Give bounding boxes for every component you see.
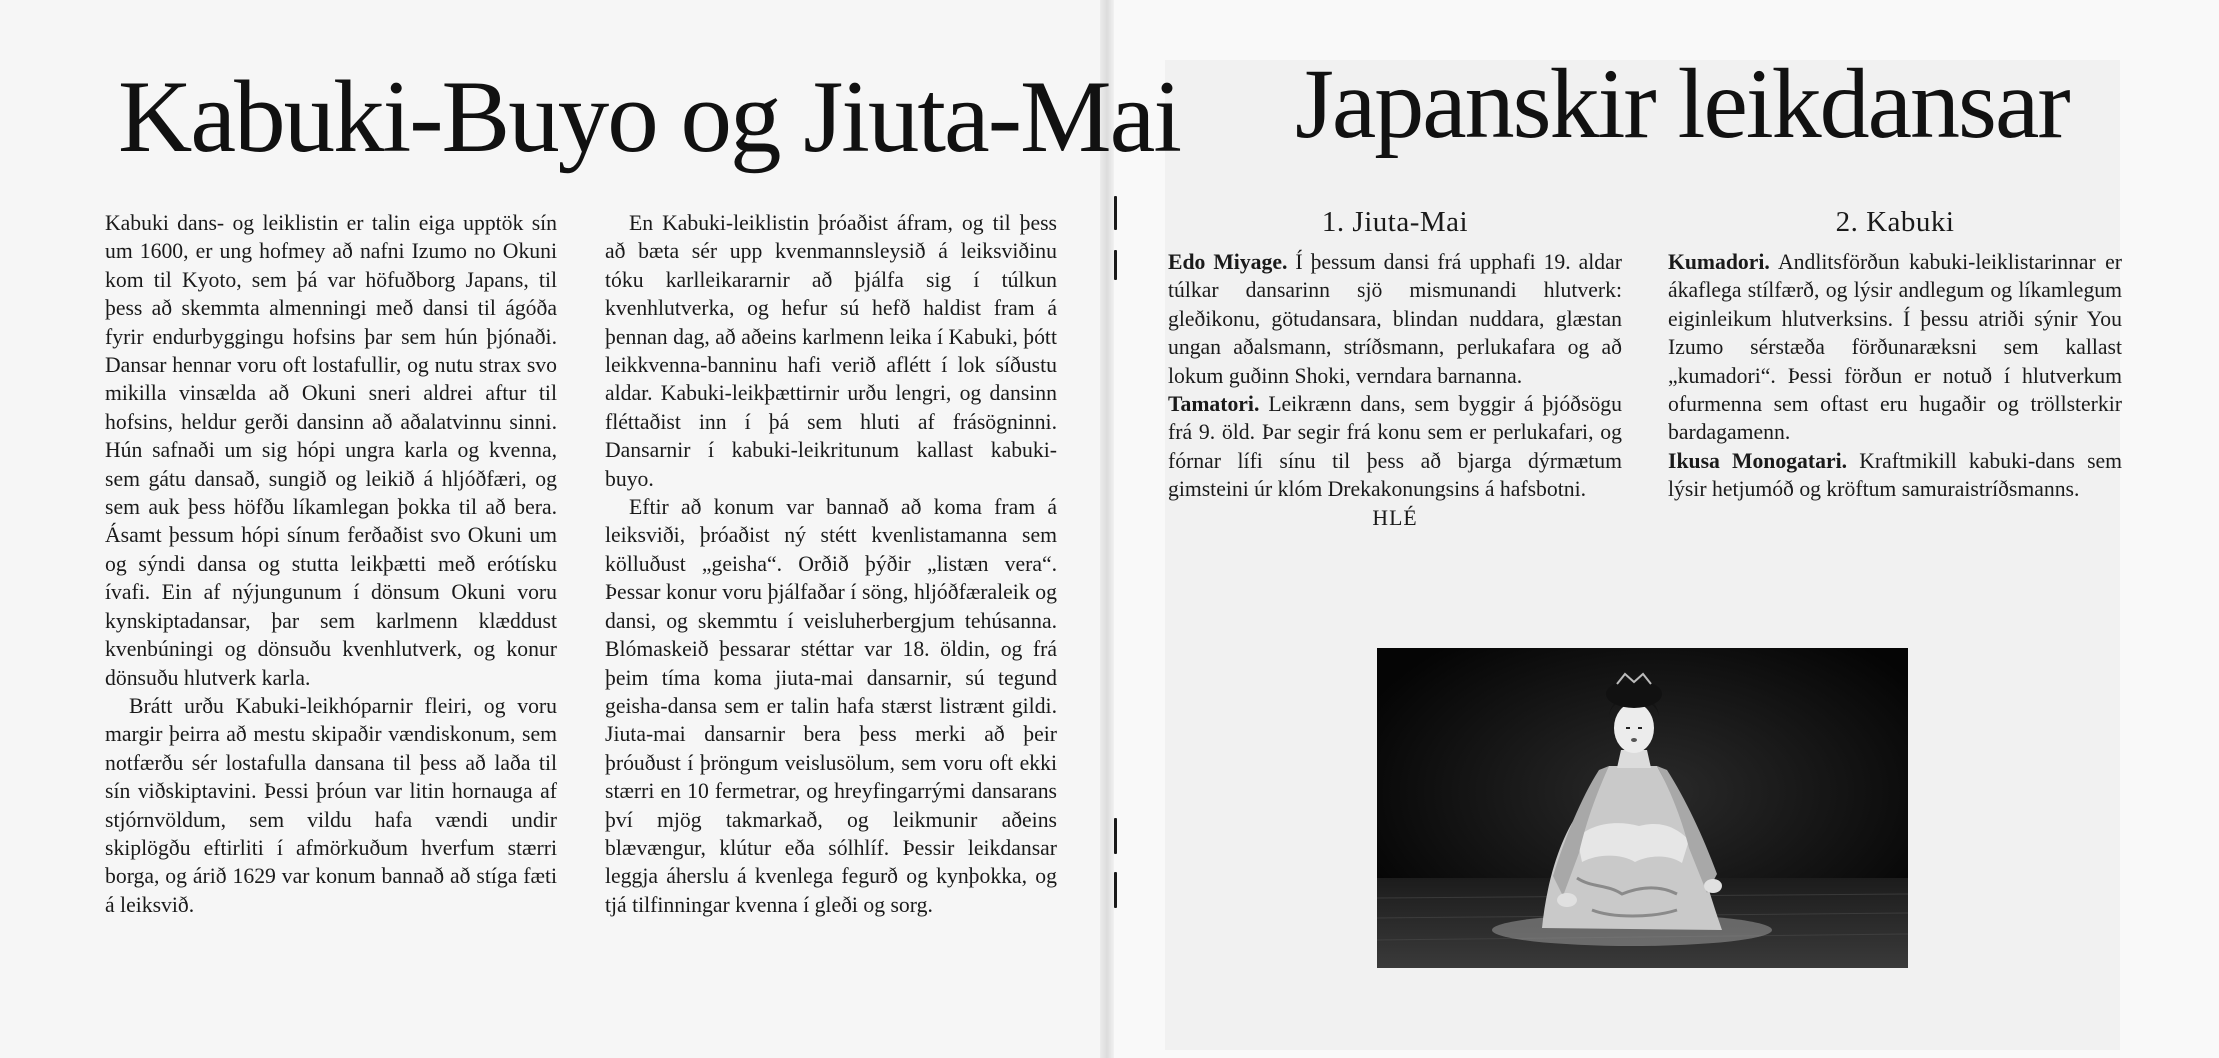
program-entry bbox=[1168, 248, 1622, 390]
entry-description: Andlitsförðun kabuki-leiklistarinnar er ákaflega stílfærð, og lýsir andlegum og líkamlegum eiginleikum hlutverksins. Í þessu atriði sýnir You Izumo sérstæða förðunaræksni sem kallast „kumadori“. Þessi förðun er notuð í hlutverkum ofurmenna sem oftast eru hugaðir og tröllsterkir bardagamenn. bbox=[1668, 250, 2122, 445]
margin-mark bbox=[1114, 818, 1117, 854]
entry-description: Í þessum dansi frá upphafi 19. aldar túlkar dansarinn sjö mismunandi hlutverk: gleðikonu, götudansara, blindan nuddara, glæstan ungan aðalsmann, stríðsmann, perlukafara og að lokum guðinn Shoki, verndara barnanna. bbox=[1168, 250, 1623, 388]
margin-mark bbox=[1114, 196, 1117, 230]
paragraph: Eftir að konum var bannað að koma fram á leiksviði, þróaðist ný stétt kvenlistamanna sem kölluðust „geisha“. Orðið þýðir „listæn vera“. Þessar konur voru þjálfaðar í söng, hljóðfæraleik og dansi, og skemmtu í veisluherbergjum tehúsanna. Blómaskeið þessarar stéttar var 18. öldin, og frá þeim tíma koma jiuta-mai dansarnir, sú tegund geisha-dansa sem er talin hafa stærst listrænt gildi. Jiuta-mai dansarnir bera þess merki að þeir þróuðust í þröngum veislusölum, sem voru oft ekki stærri en 10 fermetrar, og hreyfingarrými dansarans því mjög takmarkað, og leikmunir aðeins blævængur, klútur eða sólhlíf. Þessir leikdansar leggja áherslu á kvenlega fegurð og kynþokka, og tjá tilfinningar kvenna í gleði og sorg. bbox=[605, 495, 1057, 917]
left-column-2 bbox=[605, 209, 1057, 919]
program-entry bbox=[1168, 390, 1622, 504]
program-entry bbox=[1668, 447, 2122, 504]
section-heading: 1. Jiuta-Mai bbox=[1321, 206, 1469, 238]
entry-name: Ikusa Monogatari. bbox=[1668, 448, 1848, 473]
left-page-title: Kabuki-Buyo og Jiuta-Mai bbox=[118, 60, 1180, 174]
intermission-label: HLÉ bbox=[1372, 505, 1418, 530]
entry-description: Kraftmikill kabuki-dans sem lýsir hetjumóð og kröftum samuraistríðsmanns. bbox=[1668, 448, 2123, 502]
margin-mark bbox=[1114, 250, 1117, 280]
entry-name: Kumadori. bbox=[1668, 250, 1770, 274]
program-entry bbox=[1668, 248, 2122, 447]
program-section-kabuki bbox=[1668, 204, 2122, 504]
paragraph: Kabuki dans- og leiklistin er talin eiga upptök sín um 1600, er ung hofmey að nafni Izumo no Okuni kom til Kyoto, sem þá var höfuðborg Japans, til þess að skemmta almenningi með dansi til ágóða fyrir endurbyggingu hofsins þar sem hún þjónaði. Dansar hennar voru oft lostafullir, og nutu strax svo mikilla vinsælda að Okuni sneri aldrei aftur til hofsins, heldur gerði dansinn að aðalatvinnu sinni. Hún safnaði um sig hópi ungra karla og kvenna, sem gátu dansað, sungið og leikið á hljóðfæri, og sem auk þess höfðu líkamlegan þokka til að bera. Ásamt þessum hópi sínum ferðaðist svo Okuni um og sýndi dansa og stutta leikþætti með erótísku ívafi. Ein af nýjungunum í dönsum Okuni voru kynskiptadansar, þar sem karlmenn klæddust kvenbúningi og dönsuðu kvenhlutverk, og konur dönsuðu hlutverk karla. bbox=[105, 211, 557, 690]
left-column-1 bbox=[105, 209, 557, 919]
paragraph: En Kabuki-leiklistin þróaðist áfram, og til þess að bæta sér upp kvenmannsleysið á leiksviðinu tóku karlleikararnir að þjálfa sig í túlkun kvenhlutverka, og hefur sú hefð haldist fram á þennan dag, að aðeins karlmenn leika í Kabuki, þótt leikkvenna-banninu hafi verið aflétt í lok síðustu aldar. Kabuki-leikþættirnir urðu lengri, og dansinn fléttaðist inn í þá sem hluti af frásögninni. Dansarnir í kabuki-leikritunum kallast kabuki-buyo. bbox=[605, 211, 1057, 491]
entry-name: Tamatori. bbox=[1168, 392, 1260, 417]
entry-name: Edo Miyage. bbox=[1168, 250, 1288, 274]
margin-mark bbox=[1114, 872, 1117, 908]
right-page-title: Japanskir leikdansar bbox=[1295, 48, 2069, 159]
entry-description: Leikrænn dans, sem byggir á þjóðsögu frá 9. öld. Þar segir frá konu sem er perlukafari, og fórnar lífi sínu til þess að bjarga dýrmætum gimsteini úr klóm Drekakonungsins á hafsbotni. bbox=[1168, 392, 1622, 502]
section-heading: 2. Kabuki bbox=[1835, 206, 1955, 238]
program-section-jiuta-mai bbox=[1168, 204, 1622, 532]
kneeling-dancer-image bbox=[1377, 648, 1908, 968]
dancer-photo bbox=[1377, 648, 1908, 968]
paragraph: Brátt urðu Kabuki-leikhóparnir fleiri, og voru margir þeirra að mestu skipaðir vændiskonum, sem notfærðu sér lostafulla dansana til þess að laða til sín viðskiptavini. Þessi þróun var litin hornauga af stjórnvöldum, sem vildu hafa vændi undir skiplögðu eftirliti í afmörkuðum hverfum stærri borga, og árið 1629 var konum bannað að stíga fæti á leiksvið. bbox=[105, 693, 557, 917]
